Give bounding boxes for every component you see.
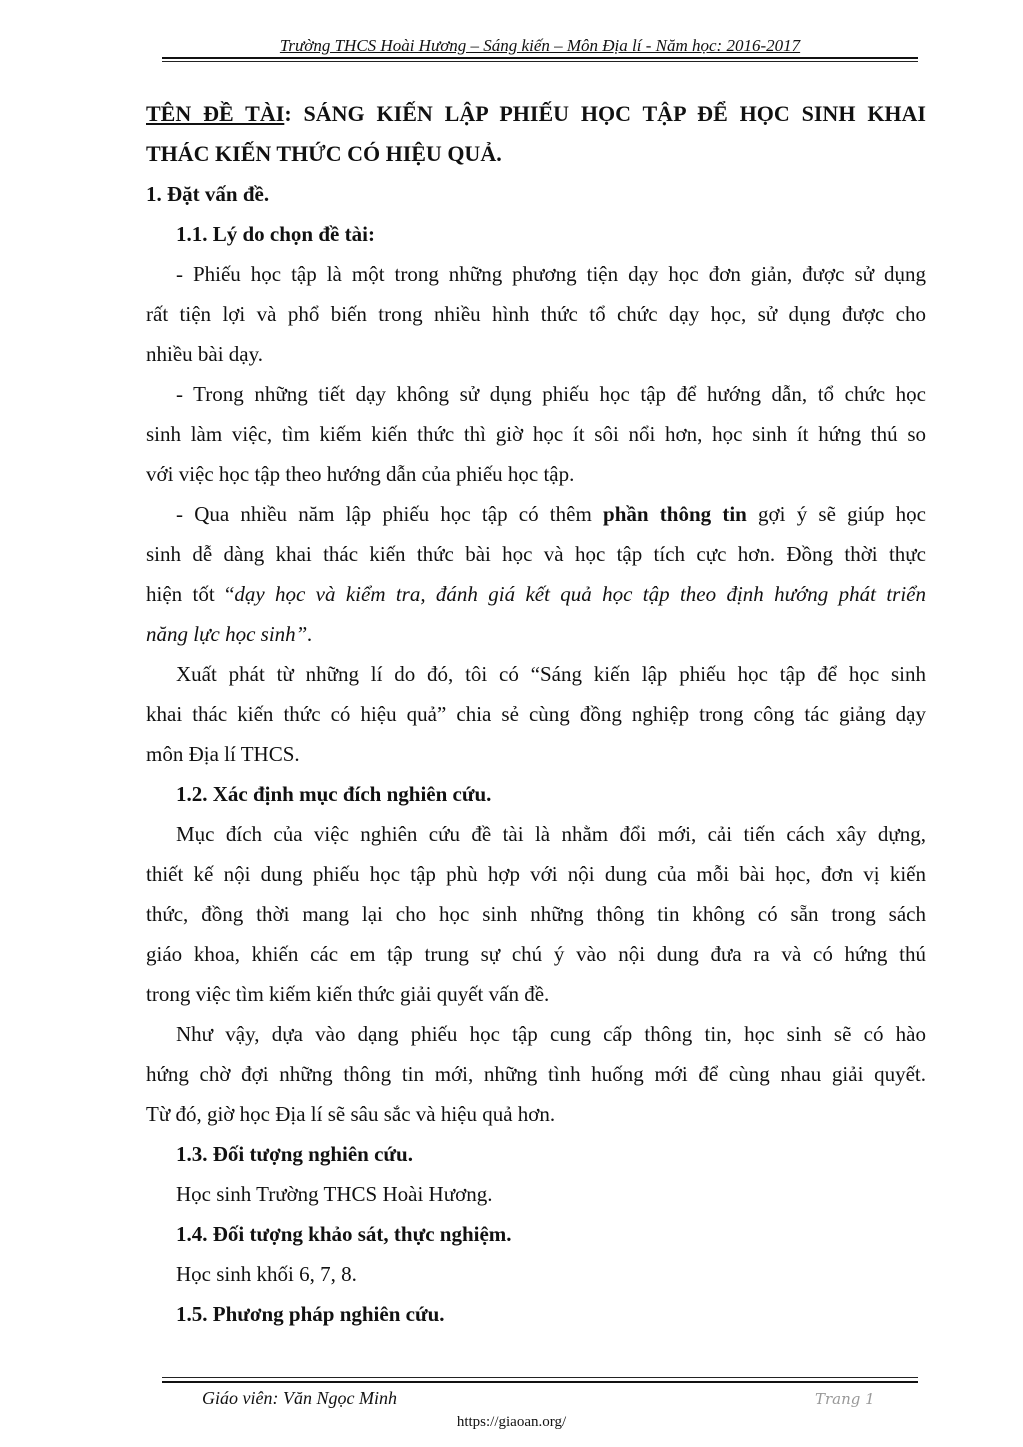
footer-teacher bbox=[202, 1388, 397, 1409]
header-rule-thin bbox=[162, 61, 918, 62]
title-text-1: : SÁNG KIẾN LẬP PHIẾU HỌC TẬP ĐỂ HỌC SINH KHAI bbox=[284, 101, 926, 126]
section-1-4-heading: 1.4. Đối tượng khảo sát, thực nghiệm. bbox=[176, 1222, 512, 1246]
paragraph-line: Như vậy, dựa vào dạng phiếu học tập cung cấp thông tin, học sinh sẽ có hào bbox=[176, 1022, 926, 1046]
paragraph-line: sinh làm việc, tìm kiếm kiến thức thì giờ học ít sôi nổi hơn, học sinh ít hứng thú so bbox=[146, 422, 926, 446]
footer-url: https://giaoan.org/ bbox=[456, 1414, 567, 1430]
footer-rule-thin bbox=[162, 1377, 918, 1378]
paragraph-line: sinh dễ dàng khai thác kiến thức bài học và học tập tích cực hơn. Đồng thời thực bbox=[146, 542, 926, 566]
paragraph-line: rất tiện lợi và phổ biến trong nhiều hình thức tổ chức dạy học, sử dụng được cho bbox=[146, 302, 926, 326]
teacher-label: Giáo viên bbox=[202, 1388, 273, 1408]
document-title-line-1 bbox=[146, 94, 926, 134]
header-rule-thick bbox=[162, 57, 918, 59]
text-run: hiện tốt “ bbox=[146, 582, 235, 606]
paragraph-line: khai thác kiến thức có hiệu quả” chia sẻ cùng đồng nghiệp trong công tác giảng dạy bbox=[146, 702, 926, 726]
teacher-name: : Văn Ngọc Minh bbox=[272, 1388, 397, 1408]
header-text: Trường THCS Hoài Hương – Sáng kiến – Môn Địa lí - Năm học: 2016-2017 bbox=[279, 36, 801, 55]
paragraph-line bbox=[146, 574, 926, 614]
text-run: - Qua nhiều năm lập phiếu học tập có thêm bbox=[176, 502, 604, 526]
section-1-3-heading: 1.3. Đối tượng nghiên cứu. bbox=[176, 1142, 413, 1166]
page-header bbox=[162, 36, 918, 56]
section-1-5-heading: 1.5. Phương pháp nghiên cứu. bbox=[176, 1302, 445, 1326]
paragraph-line: với việc học tập theo hướng dẫn của phiếu học tập. bbox=[146, 462, 575, 486]
bold-phrase: phần thông tin bbox=[603, 502, 747, 526]
paragraph-line: - Phiếu học tập là một trong những phương tiện dạy học đơn giản, được sử dụng bbox=[176, 262, 926, 286]
paragraph-line: Xuất phát từ những lí do đó, tôi có “Sáng kiến lập phiếu học tập để học sinh bbox=[176, 662, 926, 686]
paragraph-line: thức, đồng thời mang lại cho học sinh những thông tin không có sẵn trong sách bbox=[146, 902, 926, 926]
title-label: TÊN ĐỀ TÀI bbox=[146, 101, 285, 126]
paragraph-line: trong việc tìm kiếm kiến thức giải quyết vấn đề. bbox=[146, 982, 550, 1006]
paragraph-line: môn Địa lí THCS. bbox=[146, 742, 300, 766]
paragraph-line: Mục đích của việc nghiên cứu đề tài là nhằm đổi mới, cải tiến cách xây dựng, bbox=[176, 822, 926, 846]
italic-quote: dạy học và kiểm tra, đánh giá kết quả học tập theo định hướng phát triển bbox=[234, 582, 926, 606]
section-1-2-heading: 1.2. Xác định mục đích nghiên cứu. bbox=[176, 782, 492, 806]
paragraph-line: năng lực học sinh”. bbox=[146, 622, 313, 646]
paragraph-line: giáo khoa, khiến các em tập trung sự chú ý vào nội dung đưa ra và có hứng thú bbox=[146, 942, 926, 966]
paragraph-line: - Trong những tiết dạy không sử dụng phiếu học tập để hướng dẫn, tổ chức học bbox=[176, 382, 926, 406]
section-1-heading: 1. Đặt vấn đề. bbox=[146, 182, 270, 206]
page-number: Trang 1 bbox=[815, 1390, 875, 1408]
footer-rule-thick bbox=[162, 1381, 918, 1383]
paragraph-line: nhiều bài dạy. bbox=[146, 342, 264, 366]
paragraph-line: Học sinh Trường THCS Hoài Hương. bbox=[176, 1182, 493, 1206]
paragraph-line: thiết kế nội dung phiếu học tập phù hợp với nội dung của mỗi bài học, đơn vị kiến bbox=[146, 862, 926, 886]
paragraph-line bbox=[146, 494, 926, 534]
document-body bbox=[146, 94, 926, 1334]
text-run: gợi ý sẽ giúp học bbox=[746, 502, 926, 526]
section-1-1-heading: 1.1. Lý do chọn đề tài: bbox=[176, 222, 375, 246]
paragraph-line: Từ đó, giờ học Địa lí sẽ sâu sắc và hiệu quả hơn. bbox=[146, 1102, 556, 1126]
paragraph-line: hứng chờ đợi những thông tin mới, những tình huống mới để cùng nhau giải quyết. bbox=[146, 1062, 926, 1086]
document-title-line-2: THÁC KIẾN THỨC CÓ HIỆU QUẢ. bbox=[146, 141, 502, 166]
paragraph-line: Học sinh khối 6, 7, 8. bbox=[176, 1262, 357, 1286]
